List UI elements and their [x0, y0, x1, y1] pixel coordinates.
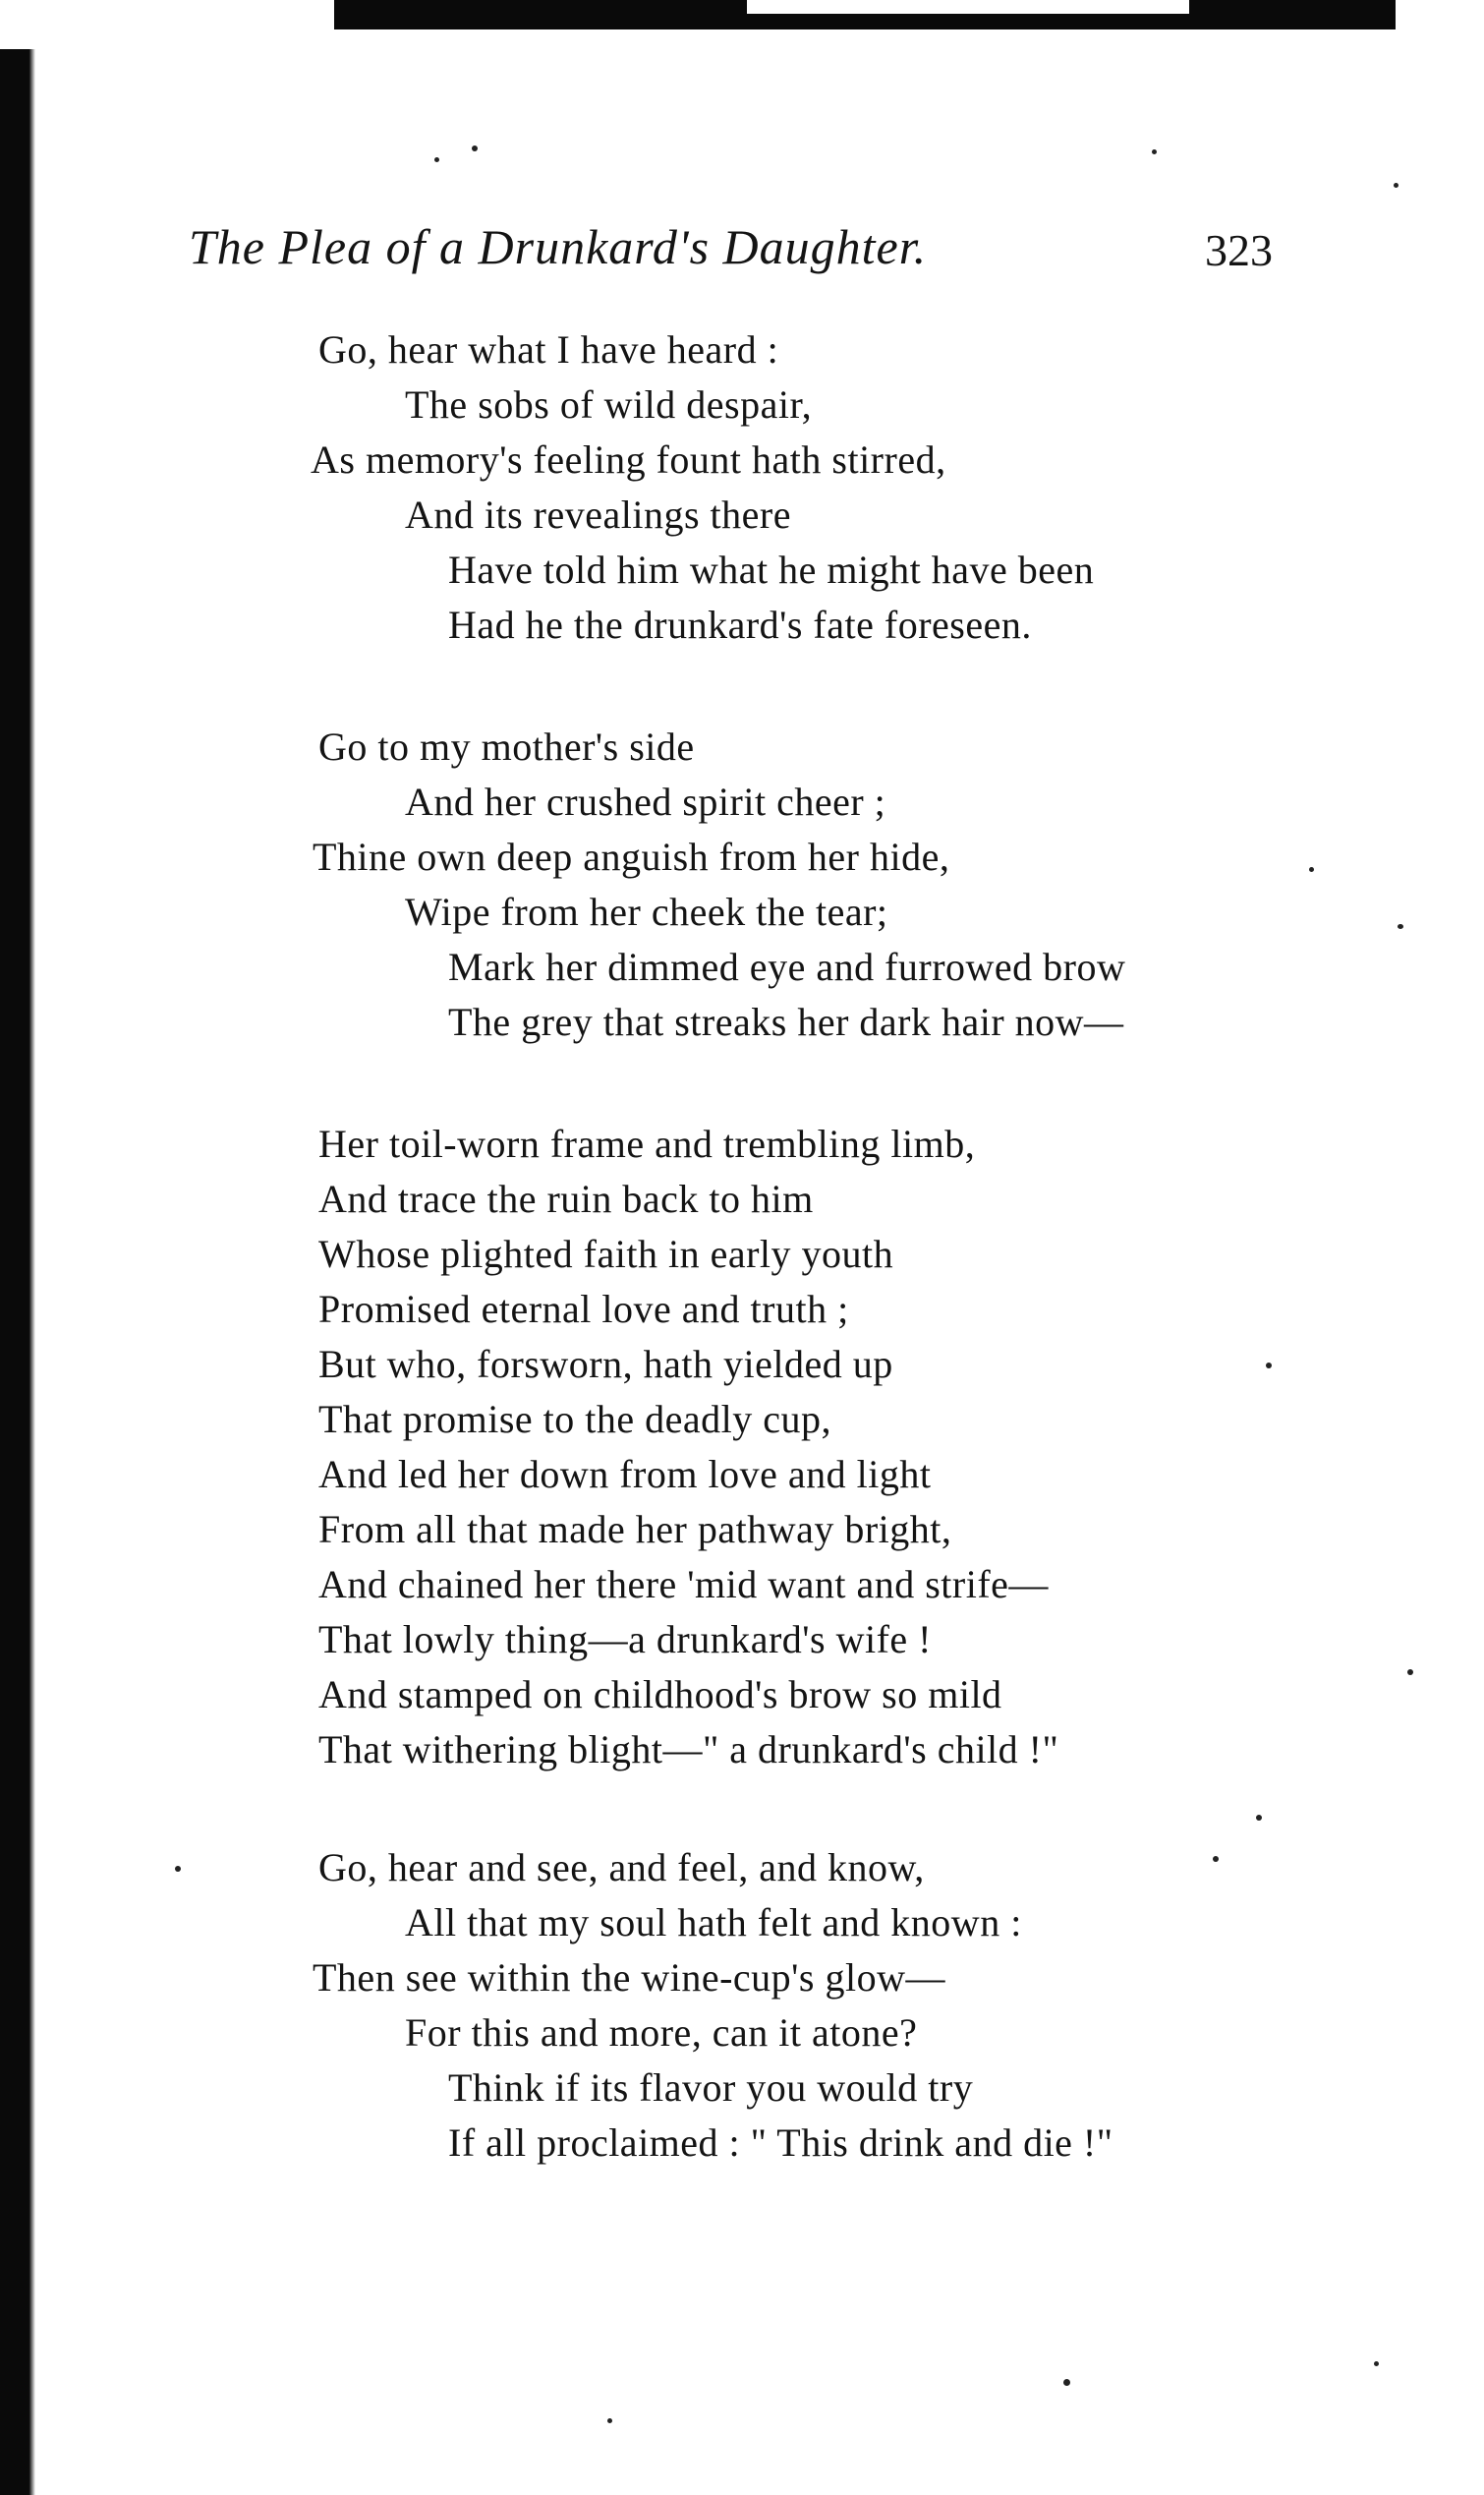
scan-speck [1394, 183, 1398, 188]
poem-line: But who, forsworn, hath yielded up [318, 1342, 893, 1386]
scan-speck [1398, 924, 1403, 929]
scan-speck [1266, 1363, 1272, 1368]
scan-top-edge-fade [747, 0, 1189, 14]
poem-line: That promise to the deadly cup, [318, 1397, 832, 1441]
running-title: The Plea of a Drunkard's Daughter. [189, 219, 928, 274]
poem-line: Wipe from her cheek the tear; [405, 890, 888, 934]
poem-line: Go, hear and see, and feel, and know, [318, 1845, 925, 1889]
poem-line: The grey that streaks her dark hair now— [448, 1000, 1124, 1044]
poem-line: Have told him what he might have been [448, 548, 1095, 592]
scan-speck [1407, 1669, 1413, 1675]
poem-line: And its revealings there [405, 493, 791, 537]
poem-line: Go, hear what I have heard : [318, 327, 779, 372]
poem-line: The sobs of wild despair, [405, 382, 813, 427]
poem-line: Mark her dimmed eye and furrowed brow [448, 945, 1126, 989]
scan-speck [472, 145, 478, 151]
poem-line: Had he the drunkard's fate foreseen. [448, 603, 1032, 647]
poem-line: Her toil-worn frame and trembling limb, [318, 1122, 976, 1166]
poem-line: And chained her there 'mid want and strife— [318, 1562, 1049, 1606]
poem-line: Whose plighted faith in early youth [318, 1232, 894, 1276]
poem-line: Promised eternal love and truth ; [318, 1287, 849, 1331]
poem-line: As memory's feeling fount hath stirred, [311, 437, 946, 482]
poem-line: That withering blight—" a drunkard's child !" [318, 1727, 1059, 1771]
scan-speck [1213, 1856, 1219, 1862]
poem-line: That lowly thing—a drunkard's wife ! [318, 1617, 932, 1661]
scan-speck [1309, 867, 1314, 872]
poem-line: And led her down from love and light [318, 1452, 932, 1496]
poem-line: From all that made her pathway bright, [318, 1507, 952, 1551]
poem-line: All that my soul hath felt and known : [405, 1900, 1022, 1944]
poem-line: And trace the ruin back to him [318, 1177, 814, 1221]
scan-speck [434, 157, 439, 162]
poem-line: If all proclaimed : " This drink and die !" [448, 2120, 1113, 2165]
poem-line: Go to my mother's side [318, 725, 695, 769]
poem-line: Think if its flavor you would try [448, 2065, 974, 2110]
poem-line: Then see within the wine-cup's glow— [313, 1955, 945, 2000]
scan-speck [607, 2418, 612, 2423]
poem-line: Thine own deep anguish from her hide, [313, 835, 950, 879]
poem-line: And stamped on childhood's brow so mild [318, 1672, 1002, 1716]
scan-speck [1256, 1815, 1262, 1821]
page-header [189, 218, 1289, 287]
scan-speck [1063, 2379, 1070, 2386]
scan-speck [1374, 2361, 1379, 2366]
page-number: 323 [1205, 225, 1273, 275]
poem-line: And her crushed spirit cheer ; [405, 780, 886, 824]
poem-line: For this and more, can it atone? [405, 2010, 918, 2055]
scan-speck [1152, 149, 1157, 154]
scan-left-border-fade [20, 49, 35, 2495]
scan-speck [175, 1866, 181, 1872]
